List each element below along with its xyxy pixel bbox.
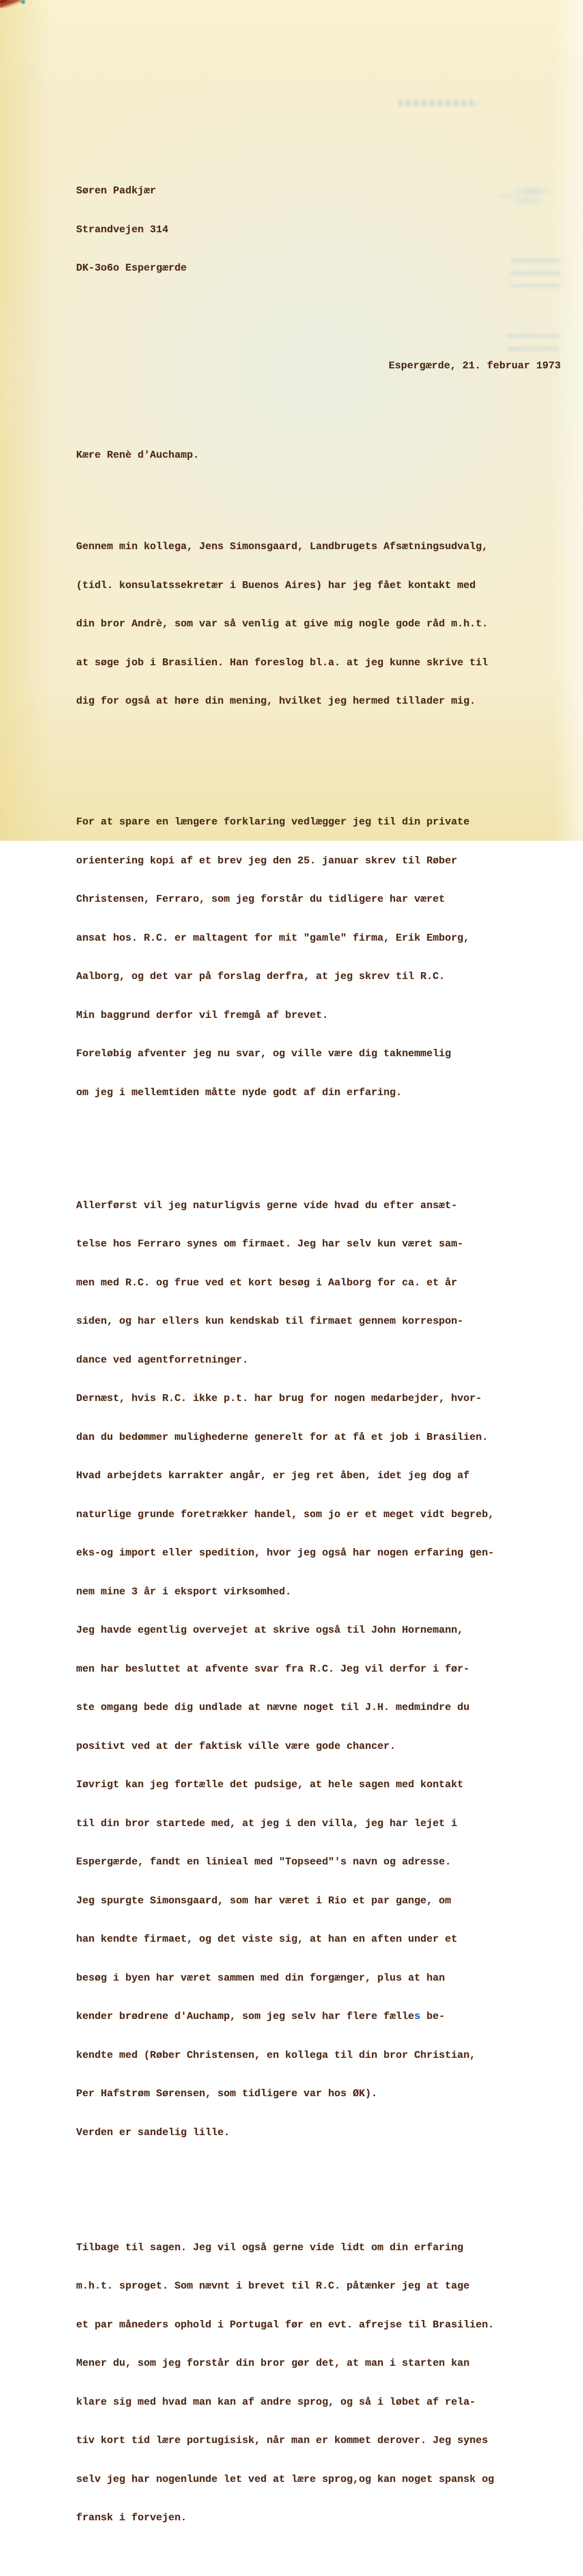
- text-line: selv jeg har nogenlunde let ved at lære sprog,og kan noget spansk og: [76, 2473, 494, 2485]
- text-line: din bror Andrè, som var så venlig at give mig nogle gode råd m.h.t.: [76, 618, 488, 630]
- text-line: tiv kort tid lære portugisisk, når man er kommet derover. Jeg synes: [76, 2435, 488, 2446]
- scan-corner-artifact: [0, 0, 26, 8]
- text-segment: kender brødrene d'Auchamp, som jeg selv har flere fælle: [76, 2011, 414, 2022]
- text-line: Hvad arbejdets karrakter angår, er jeg ret åben, idet jeg dog af: [76, 1470, 470, 1481]
- text-line: Iøvrigt kan jeg fortælle det pudsige, at hele sagen med kontakt: [76, 1779, 464, 1790]
- date-line: Espergærde, 21. februar 1973: [389, 360, 561, 372]
- paragraph-questions: [76, 1173, 562, 2165]
- text-line: siden, og har ellers kun kendskab til firmaet gennem korrespon-: [76, 1315, 464, 1327]
- text-line: m.h.t. sproget. Som nævnt i brevet til R.C. påtænker jeg at tage: [76, 2280, 470, 2292]
- salutation: Kære Renè d'Auchamp.: [76, 449, 200, 461]
- text-line: positivt ved at der faktisk ville være gode chancer.: [76, 1740, 396, 1752]
- text-line: klare sig med hvad man kan af andre sprog, og så i løbet af rela-: [76, 2396, 476, 2408]
- sender-name: Søren Padkjær: [76, 185, 157, 197]
- pen-correction: s: [414, 2011, 421, 2022]
- bleedthrough-mark: [398, 100, 478, 106]
- text-line: ansat hos. R.C. er maltagent for mit "gamle" firma, Erik Emborg,: [76, 932, 470, 944]
- text-line: Min baggrund derfor vil fremgå af brevet.: [76, 1009, 328, 1021]
- text-line: Verden er sandelig lille.: [76, 2126, 230, 2138]
- bleedthrough-mark: [507, 325, 559, 351]
- sender-city: DK-3o6o Espergærde: [76, 262, 187, 274]
- text-line: til din bror startede med, at jeg i den villa, jeg har lejet i: [76, 1817, 457, 1829]
- text-line: Tilbage til sagen. Jeg vil også gerne vide lidt om din erfaring: [76, 2241, 464, 2253]
- sender-street: Strandvejen 314: [76, 223, 169, 235]
- text-line: Gennem min kollega, Jens Simonsgaard, Landbrugets Afsætningsudvalg,: [76, 541, 488, 552]
- text-line: Foreløbig afventer jeg nu svar, og ville være dig taknemmelig: [76, 1048, 451, 1059]
- text-line: Mener du, som jeg forstår din bror gør det, at man i starten kan: [76, 2357, 470, 2369]
- text-line: et par måneders ophold i Portugal før en evt. afrejse til Brasilien.: [76, 2319, 494, 2331]
- text-line: Espergærde, fandt en linieal med "Topseed"'s navn og adresse.: [76, 1856, 451, 1868]
- text-line: han kendte firmaet, og det viste sig, at han en aften under et: [76, 1933, 457, 1945]
- text-line: Jeg havde egentlig overvejet at skrive også til John Hornemann,: [76, 1624, 464, 1636]
- text-line: om jeg i mellemtiden måtte nyde godt af din erfaring.: [76, 1086, 402, 1098]
- text-line: orientering kopi af et brev jeg den 25. januar skrev til Røber: [76, 854, 457, 867]
- text-line: ste omgang bede dig undlade at nævne noget til J.H. medmindre du: [76, 1702, 470, 1713]
- paragraph-introduction: [76, 514, 562, 734]
- sender-address-block: [76, 159, 562, 301]
- text-line: at søge job i Brasilien. Han foreslog bl.a. at jeg kunne skrive til: [76, 656, 488, 668]
- text-line: Christensen, Ferraro, som jeg forstår du tidligere har været: [76, 893, 445, 905]
- text-line: kendte med (Røber Christensen, en kollega til din bror Christian,: [76, 2049, 476, 2061]
- text-line: fransk i forvejen.: [76, 2512, 187, 2523]
- text-line: Jeg spurgte Simonsgaard, som har været i Rio et par gange, om: [76, 1894, 451, 1907]
- text-line: (tidl. konsulatssekretær i Buenos Aires) har jeg fået kontakt med: [76, 579, 476, 591]
- text-line: Per Hafstrøm Sørensen, som tidligere var hos ØK).: [76, 2088, 378, 2099]
- paragraph-enclosed-letter: [76, 790, 562, 1125]
- text-line: naturlige grunde foretrækker handel, som jo er et meget vidt begreb,: [76, 1508, 494, 1520]
- text-line-with-correction: [76, 2010, 562, 2023]
- text-line: men med R.C. og frue ved et kort besøg i Aalborg for ca. et år: [76, 1276, 457, 1289]
- text-line: besøg i byen har været sammen med din forgænger, plus at han: [76, 1972, 445, 1984]
- text-line: dig for også at høre din mening, hvilket jeg hermed tillader mig.: [76, 695, 476, 707]
- text-line: men har besluttet at afvente svar fra R.C. Jeg vil derfor i før-: [76, 1663, 470, 1675]
- text-segment: be-: [420, 2011, 445, 2022]
- text-line: eks-og import eller spedition, hvor jeg også har nogen erfaring gen-: [76, 1547, 494, 1559]
- text-line: dance ved agentforretninger.: [76, 1354, 248, 1366]
- text-line: For at spare en længere forklaring vedlægger jeg til din private: [76, 816, 470, 828]
- text-line: Allerførst vil jeg naturligvis gerne vide hvad du efter ansæt-: [76, 1199, 457, 1211]
- paragraph-language: [76, 2216, 562, 2550]
- text-line: dan du bedømmer mulighederne generelt for at få et job i Brasilien.: [76, 1431, 488, 1443]
- text-line: nem mine 3 år i eksport virksomhed.: [76, 1585, 292, 1598]
- text-line: Dernæst, hvis R.C. ikke p.t. har brug for nogen medarbejder, hvor-: [76, 1393, 482, 1404]
- text-line: Aalborg, og det var på forslag derfra, at jeg skrev til R.C.: [76, 971, 445, 982]
- text-line: telse hos Ferraro synes om firmaet. Jeg har selv kun været sam-: [76, 1238, 464, 1250]
